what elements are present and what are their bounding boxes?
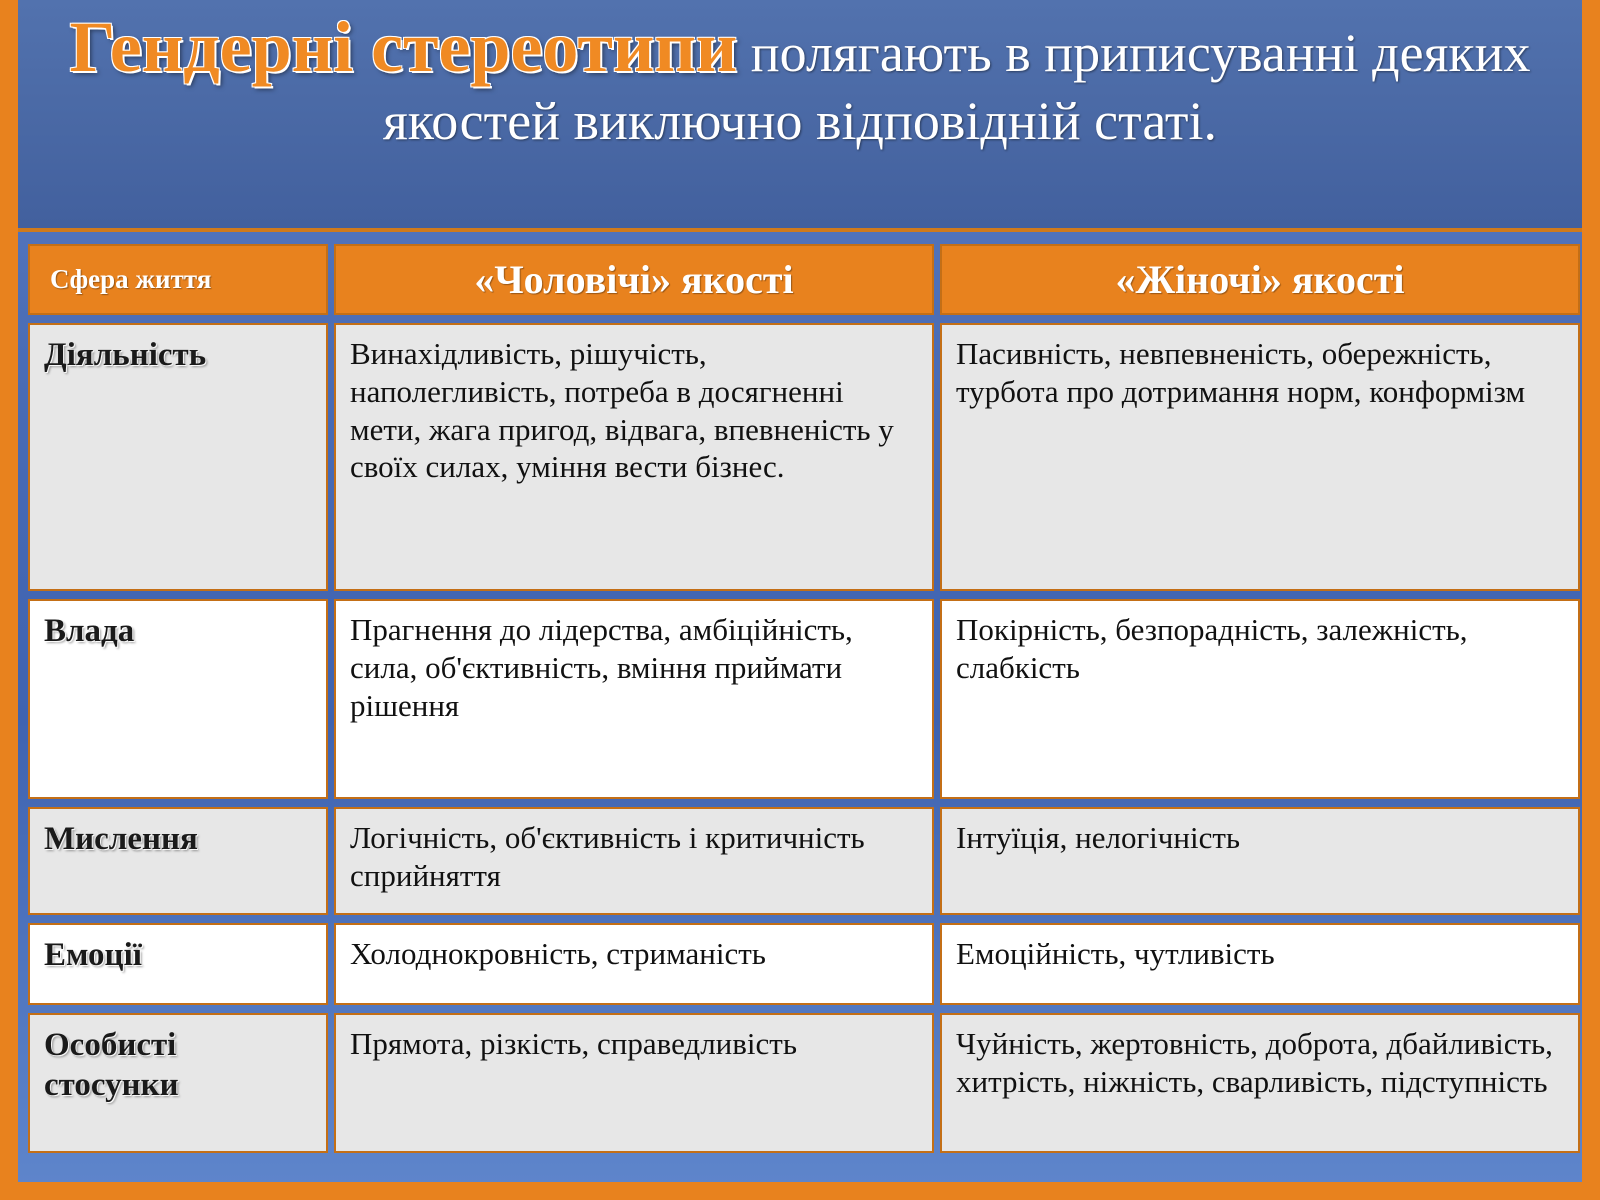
table-row (28, 323, 1580, 591)
cell-male-personal-relations: Прямота, різкість, справедливість (334, 1013, 934, 1153)
cell-female-thinking: Інтуїція, нелогічність (940, 807, 1580, 915)
cell-female-emotions: Емоційність, чутливість (940, 923, 1580, 1005)
page-title (52, 6, 1548, 152)
column-header-female: «Жіночі» якості (940, 244, 1580, 315)
column-header-sphere: Сфера життя (28, 244, 328, 315)
title-highlight-term: Гендерні стереотипи (69, 7, 738, 87)
row-label-thinking: Мислення (28, 807, 328, 915)
row-label-personal-relations: Особисті стосунки (28, 1013, 328, 1153)
stereotypes-table-wrapper (22, 236, 1578, 1161)
table-body (28, 323, 1580, 1153)
column-header-male: «Чоловічі» якості (334, 244, 934, 315)
row-label-power: Влада (28, 599, 328, 799)
title-rest-text: полягають в приписуванні деяких якостей виключно відповідній статі. (382, 23, 1531, 151)
table-header-row (28, 244, 1580, 315)
row-label-activity: Діяльність (28, 323, 328, 591)
row-label-emotions: Емоції (28, 923, 328, 1005)
cell-female-power: Покірність, безпорадність, залежність, слабкість (940, 599, 1580, 799)
table-row (28, 1013, 1580, 1153)
table-row (28, 807, 1580, 915)
table-header (28, 244, 1580, 315)
slide-title-banner (18, 0, 1582, 232)
cell-male-thinking: Логічність, об'єктивність і критичність сприйняття (334, 807, 934, 915)
table-row (28, 923, 1580, 1005)
cell-male-emotions: Холоднокровність, стриманість (334, 923, 934, 1005)
cell-female-personal-relations: Чуйність, жертовність, доброта, дбайливість, хитрість, ніжність, сварливість, підступність (940, 1013, 1580, 1153)
table-row (28, 599, 1580, 799)
cell-male-activity: Винахідливість, рішучість, наполегливість, потреба в досягненні мети, жага пригод, відвага, впевненість у своїх силах, уміння вести бізнес. (334, 323, 934, 591)
stereotypes-table (22, 236, 1586, 1161)
cell-male-power: Прагнення до лідерства, амбіційність, сила, об'єктивність, вміння приймати рішення (334, 599, 934, 799)
cell-female-activity: Пасивність, невпевненість, обережність, турбота про дотримання норм, конформізм (940, 323, 1580, 591)
